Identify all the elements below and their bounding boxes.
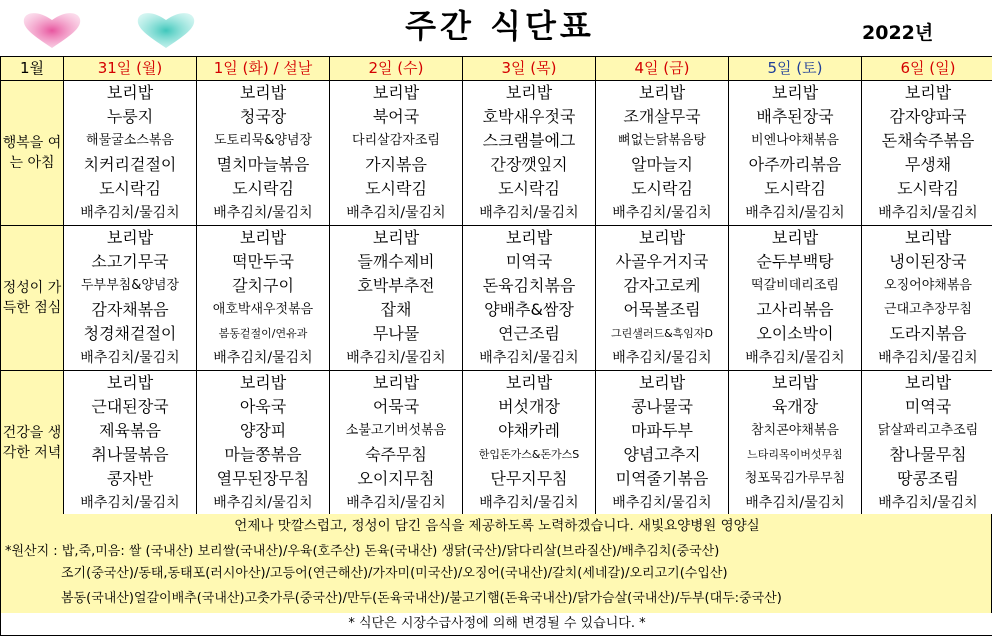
dish-item: 배추김치/물김치 bbox=[346, 350, 446, 366]
weekly-menu-table bbox=[0, 56, 992, 516]
dish-item: 보리밥 bbox=[372, 373, 420, 392]
meal-cell bbox=[64, 81, 197, 226]
dish-item: 오징어야채볶음 bbox=[884, 278, 972, 293]
dish-item: 보리밥 bbox=[239, 228, 287, 247]
meal-cell bbox=[330, 81, 463, 226]
meal-cell bbox=[197, 371, 330, 516]
dish-item: 배추김치/물김치 bbox=[213, 350, 313, 366]
meal-cell bbox=[330, 226, 463, 371]
meal-cell bbox=[596, 371, 729, 516]
day-header: 31일 (월) bbox=[64, 57, 197, 81]
dish-item: 도시락김 bbox=[232, 179, 294, 198]
dish-item: 양장피 bbox=[239, 421, 287, 440]
dish-item: 콩나물국 bbox=[631, 397, 693, 416]
dish-item: 배추김치/물김치 bbox=[479, 350, 579, 366]
dish-item: 배추김치/물김치 bbox=[213, 495, 313, 511]
meal-cell bbox=[197, 81, 330, 226]
dish-item: 멸치마늘볶음 bbox=[216, 155, 310, 174]
dish-item: 참치콘야채볶음 bbox=[751, 423, 839, 438]
dish-item: 근대된장국 bbox=[91, 397, 169, 416]
dish-item: 배추김치/물김치 bbox=[479, 495, 579, 511]
meal-cell bbox=[330, 371, 463, 516]
meal-label: 건강을 생각한 저녁 bbox=[1, 371, 64, 516]
dish-item: 조개살무국 bbox=[623, 107, 701, 126]
dish-item: 배추김치/물김치 bbox=[612, 350, 712, 366]
meal-cell bbox=[463, 371, 596, 516]
dish-item: 청경채겉절이 bbox=[83, 324, 177, 343]
dish-item: 보리밥 bbox=[106, 373, 154, 392]
dish-item: 무나물 bbox=[372, 324, 420, 343]
dish-item: 땅콩조림 bbox=[897, 469, 959, 488]
dish-item: 한입돈가스&돈가스S bbox=[478, 448, 580, 461]
dish-item: 보리밥 bbox=[771, 83, 819, 102]
dish-item: 도토리묵&양념장 bbox=[213, 133, 313, 148]
dish-item: 도시락김 bbox=[498, 179, 560, 198]
dish-item: 사골우거지국 bbox=[615, 252, 709, 271]
dish-item: 감자고로케 bbox=[623, 276, 701, 295]
dish-item: 연근조림 bbox=[498, 324, 560, 343]
meal-label: 행복을 여는 아침 bbox=[1, 81, 64, 226]
pink-heart-icon bbox=[20, 10, 84, 50]
dish-item: 가지볶음 bbox=[365, 155, 427, 174]
page-title: 주간 식단표 bbox=[405, 7, 595, 45]
dish-item: 치커리겉절이 bbox=[83, 155, 177, 174]
change-disclaimer: * 식단은 시장수급사정에 의해 변경될 수 있습니다. * bbox=[1, 613, 992, 635]
dish-item: 배추김치/물김치 bbox=[80, 350, 180, 366]
dish-item: 오이지무침 bbox=[357, 469, 435, 488]
meal-row bbox=[1, 81, 992, 226]
day-header: 6일 (일) bbox=[862, 57, 992, 81]
meal-cell bbox=[596, 81, 729, 226]
origin-info-line: *원산지 : 밥,죽,미음: 쌀 (국내산) 보리쌀(국내산)/우육(호주산) 돈육(국내산) 생닭(국산)/닭다리살(브라질산)/배추김치(중국산) bbox=[5, 544, 720, 559]
day-header: 2일 (수) bbox=[330, 57, 463, 81]
dish-item: 숙주무침 bbox=[365, 445, 427, 464]
dish-item: 그린샐러드&흑임자D bbox=[610, 327, 714, 340]
meal-cell bbox=[64, 226, 197, 371]
dish-item: 아주까리볶음 bbox=[748, 155, 842, 174]
dish-item: 보리밥 bbox=[771, 228, 819, 247]
dish-item: 닭살꽈리고추조림 bbox=[877, 423, 979, 438]
dish-item: 스크램블에그 bbox=[482, 131, 576, 150]
dish-item: 배추김치/물김치 bbox=[612, 205, 712, 221]
dish-item: 배추김치/물김치 bbox=[346, 205, 446, 221]
dish-item: 보리밥 bbox=[106, 83, 154, 102]
dish-item: 봄동겉절이/연유과 bbox=[218, 327, 308, 340]
dish-item: 배추김치/물김치 bbox=[745, 205, 845, 221]
dish-item: 보리밥 bbox=[505, 373, 553, 392]
dish-item: 버섯개장 bbox=[498, 397, 560, 416]
dish-item: 아욱국 bbox=[239, 397, 287, 416]
dish-item: 도시락김 bbox=[897, 179, 959, 198]
dish-item: 보리밥 bbox=[372, 228, 420, 247]
day-header: 5일 (토) bbox=[729, 57, 862, 81]
dish-item: 청포묵김가루무침 bbox=[744, 471, 846, 486]
dish-item: 고사리볶음 bbox=[756, 300, 834, 319]
dish-item: 돈채숙주볶음 bbox=[881, 131, 975, 150]
dish-item: 배추김치/물김치 bbox=[745, 350, 845, 366]
meal-cell bbox=[862, 81, 992, 226]
dish-item: 보리밥 bbox=[638, 228, 686, 247]
dish-item: 마파두부 bbox=[631, 421, 693, 440]
footer-notice bbox=[0, 514, 992, 636]
dish-item: 보리밥 bbox=[904, 373, 952, 392]
dish-item: 보리밥 bbox=[904, 228, 952, 247]
dish-item: 순두부백탕 bbox=[756, 252, 834, 271]
dish-item: 어묵국 bbox=[372, 397, 420, 416]
meal-cell bbox=[862, 226, 992, 371]
dish-item: 뼈없는닭볶음탕 bbox=[618, 133, 706, 148]
service-notice: 언제나 맛깔스럽고, 정성이 담긴 음식을 제공하도록 노력하겠습니다. 새빛요양병원 영양실 bbox=[234, 518, 760, 534]
year-label: 2022년 bbox=[862, 22, 934, 44]
dish-item: 느타리목이버섯무침 bbox=[747, 448, 843, 461]
dish-item: 참나물무침 bbox=[889, 445, 967, 464]
dish-item: 도시락김 bbox=[99, 179, 161, 198]
dish-item: 미역국 bbox=[505, 252, 553, 271]
dish-item: 보리밥 bbox=[372, 83, 420, 102]
dish-item: 도시락김 bbox=[764, 179, 826, 198]
dish-item: 다리살감자조림 bbox=[352, 133, 440, 148]
dish-item: 배추김치/물김치 bbox=[878, 350, 978, 366]
dish-item: 어묵볼조림 bbox=[623, 300, 701, 319]
meal-row bbox=[1, 371, 992, 516]
dish-item: 배추김치/물김치 bbox=[80, 205, 180, 221]
meal-cell bbox=[463, 81, 596, 226]
dish-item: 도라지볶음 bbox=[889, 324, 967, 343]
dish-item: 소고기무국 bbox=[91, 252, 169, 271]
dish-item: 간장깻잎지 bbox=[490, 155, 568, 174]
dish-item: 누룽지 bbox=[106, 107, 154, 126]
dish-item: 도시락김 bbox=[631, 179, 693, 198]
dish-item: 야채카레 bbox=[498, 421, 560, 440]
dish-item: 보리밥 bbox=[904, 83, 952, 102]
meal-cell bbox=[729, 371, 862, 516]
dish-item: 떡갈비데리조림 bbox=[751, 278, 839, 293]
dish-item: 도시락김 bbox=[365, 179, 427, 198]
dish-item: 배추김치/물김치 bbox=[346, 495, 446, 511]
dish-item: 미역국 bbox=[904, 397, 952, 416]
dish-item: 감자양파국 bbox=[889, 107, 967, 126]
day-header: 4일 (금) bbox=[596, 57, 729, 81]
dish-item: 들깨수제비 bbox=[357, 252, 435, 271]
dish-item: 떡만두국 bbox=[232, 252, 294, 271]
dish-item: 마늘쫑볶음 bbox=[224, 445, 302, 464]
dish-item: 배추김치/물김치 bbox=[213, 205, 313, 221]
meal-cell bbox=[64, 371, 197, 516]
dish-item: 양념고추지 bbox=[623, 445, 701, 464]
dish-item: 배추김치/물김치 bbox=[479, 205, 579, 221]
month-label: 1월 bbox=[1, 57, 64, 81]
dish-item: 배추김치/물김치 bbox=[80, 495, 180, 511]
day-header: 3일 (목) bbox=[463, 57, 596, 81]
dish-item: 애호박새우젓볶음 bbox=[212, 302, 314, 317]
dish-item: 배추김치/물김치 bbox=[878, 205, 978, 221]
dish-item: 무생채 bbox=[904, 155, 952, 174]
dish-item: 보리밥 bbox=[239, 373, 287, 392]
dish-item: 근대고추장무침 bbox=[884, 302, 972, 317]
dish-item: 알마늘지 bbox=[631, 155, 693, 174]
dish-item: 보리밥 bbox=[505, 228, 553, 247]
meal-row bbox=[1, 226, 992, 371]
dish-item: 콩자반 bbox=[106, 469, 154, 488]
dish-item: 두부부침&양념장 bbox=[80, 278, 180, 293]
teal-heart-icon bbox=[134, 10, 198, 50]
dish-item: 미역줄기볶음 bbox=[615, 469, 709, 488]
dish-item: 비엔나야채볶음 bbox=[751, 133, 839, 148]
meal-cell bbox=[729, 81, 862, 226]
dish-item: 배추김치/물김치 bbox=[612, 495, 712, 511]
meal-cell bbox=[463, 226, 596, 371]
meal-cell bbox=[862, 371, 992, 516]
origin-info-line: 조기(중국산)/동태,동태포(러시아산)/고등어(연근해산)/가자미(미국산)/오징어(국내산)/갈치(세네갈)/오리고기(수입산) bbox=[61, 566, 728, 581]
day-header: 1일 (화) / 설날 bbox=[197, 57, 330, 81]
dish-item: 갈치구이 bbox=[232, 276, 294, 295]
dish-item: 보리밥 bbox=[106, 228, 154, 247]
dish-item: 배추된장국 bbox=[756, 107, 834, 126]
dish-item: 양배추&쌈장 bbox=[484, 300, 574, 319]
dish-item: 열무된장무침 bbox=[216, 469, 310, 488]
meal-label: 정성이 가득한 점심 bbox=[1, 226, 64, 371]
meal-cell bbox=[729, 226, 862, 371]
dish-item: 감자채볶음 bbox=[91, 300, 169, 319]
dish-item: 보리밥 bbox=[638, 83, 686, 102]
dish-item: 보리밥 bbox=[638, 373, 686, 392]
dish-item: 호박새우젓국 bbox=[482, 107, 576, 126]
dish-item: 제육볶음 bbox=[99, 421, 161, 440]
dish-item: 해물굴소스볶음 bbox=[86, 133, 174, 148]
dish-item: 보리밥 bbox=[505, 83, 553, 102]
dish-item: 취나물볶음 bbox=[91, 445, 169, 464]
origin-info-line: 봄동(국내산)얼갈이배추(국내산)고춧가루(중국산)/만두(돈육국내산)/불고기햄(돈육국내산)/닭가슴살(국내산)/두부(대두:중국산) bbox=[61, 591, 782, 606]
dish-item: 잡채 bbox=[380, 300, 412, 319]
meal-cell bbox=[197, 226, 330, 371]
dish-item: 보리밥 bbox=[239, 83, 287, 102]
meal-cell bbox=[596, 226, 729, 371]
page-header bbox=[0, 0, 992, 56]
dish-item: 배추김치/물김치 bbox=[745, 495, 845, 511]
dish-item: 청국장 bbox=[239, 107, 287, 126]
dish-item: 보리밥 bbox=[771, 373, 819, 392]
dish-item: 단무지무침 bbox=[490, 469, 568, 488]
dish-item: 육개장 bbox=[771, 397, 819, 416]
dish-item: 냉이된장국 bbox=[889, 252, 967, 271]
dish-item: 배추김치/물김치 bbox=[878, 495, 978, 511]
dish-item: 호박부추전 bbox=[357, 276, 435, 295]
dish-item: 소불고기버섯볶음 bbox=[345, 423, 447, 438]
dish-item: 북어국 bbox=[372, 107, 420, 126]
day-header-row bbox=[1, 57, 992, 81]
dish-item: 오이소박이 bbox=[756, 324, 834, 343]
dish-item: 돈육김치볶음 bbox=[482, 276, 576, 295]
